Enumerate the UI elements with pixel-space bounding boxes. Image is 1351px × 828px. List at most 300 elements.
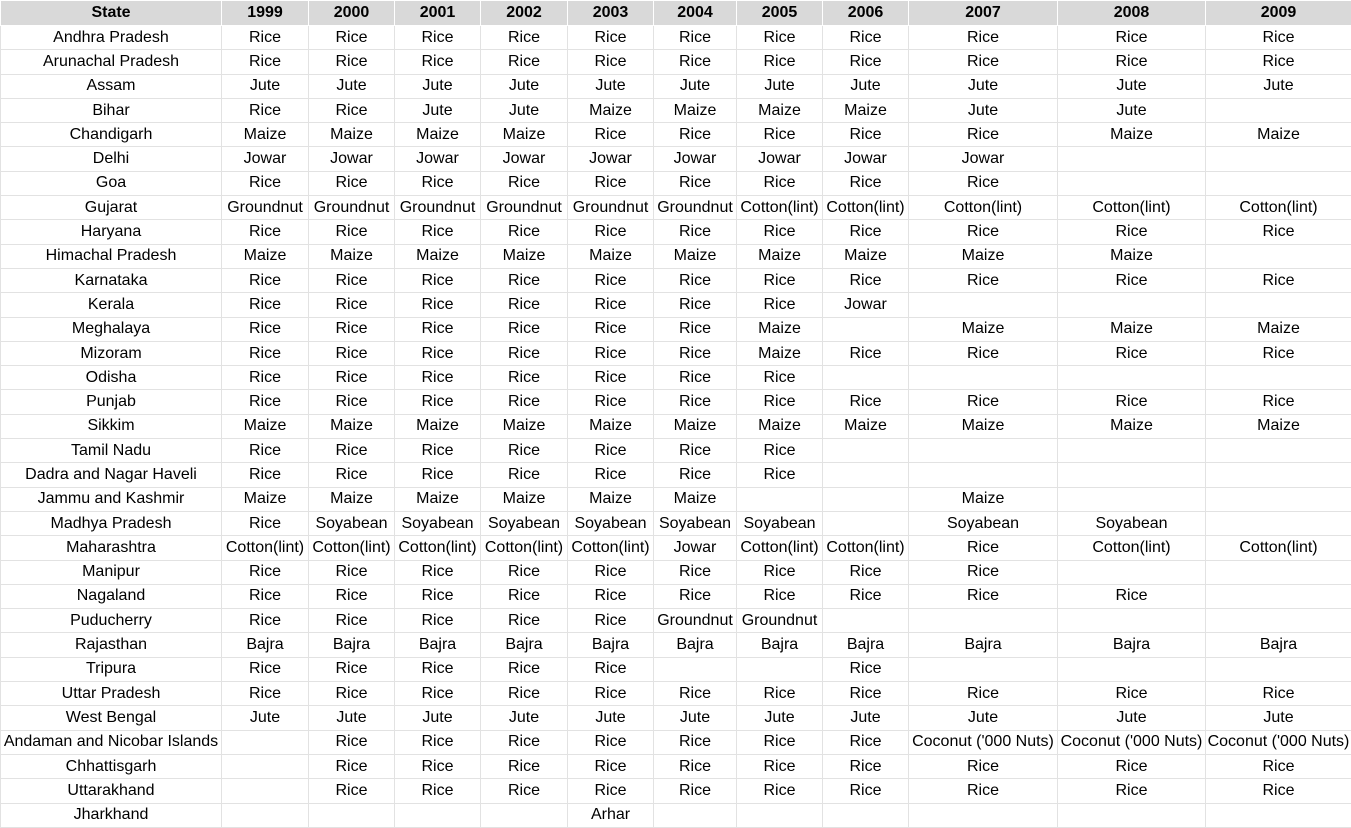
crop-cell: Rice bbox=[568, 584, 654, 608]
crop-cell: Rice bbox=[568, 220, 654, 244]
crop-cell: Rice bbox=[737, 268, 823, 292]
crop-cell: Rice bbox=[309, 341, 395, 365]
state-name-cell: Arunachal Pradesh bbox=[1, 50, 222, 74]
crop-cell: Rice bbox=[481, 609, 568, 633]
column-header-year: 2005 bbox=[737, 1, 823, 26]
crop-cell: Maize bbox=[1206, 317, 1351, 341]
crop-cell: Jowar bbox=[823, 147, 909, 171]
state-name-cell: Odisha bbox=[1, 366, 222, 390]
crop-cell: Jute bbox=[395, 74, 481, 98]
crop-cell: Maize bbox=[654, 244, 737, 268]
state-name-cell: Sikkim bbox=[1, 414, 222, 438]
crop-cell: Jowar bbox=[654, 147, 737, 171]
crop-cell: Rice bbox=[395, 366, 481, 390]
crop-cell bbox=[1058, 609, 1206, 633]
crop-cell: Rice bbox=[823, 50, 909, 74]
crop-cell: Rice bbox=[654, 682, 737, 706]
crop-cell: Jowar bbox=[909, 147, 1058, 171]
crop-cell: Coconut ('000 Nuts) bbox=[1206, 730, 1351, 754]
state-name-cell: Jammu and Kashmir bbox=[1, 487, 222, 511]
crop-cell bbox=[823, 803, 909, 827]
crop-cell: Rice bbox=[309, 730, 395, 754]
state-name-cell: Madhya Pradesh bbox=[1, 511, 222, 535]
crop-cell: Bajra bbox=[1058, 633, 1206, 657]
table-row bbox=[1, 98, 1351, 122]
crop-cell: Rice bbox=[823, 390, 909, 414]
state-name-cell: Goa bbox=[1, 171, 222, 195]
crop-cell: Bajra bbox=[1206, 633, 1351, 657]
crop-cell: Rice bbox=[823, 341, 909, 365]
crop-cell: Rice bbox=[568, 317, 654, 341]
crop-cell: Rice bbox=[654, 268, 737, 292]
crop-cell: Rice bbox=[654, 123, 737, 147]
state-name-cell: Gujarat bbox=[1, 196, 222, 220]
crop-cell: Groundnut bbox=[568, 196, 654, 220]
crop-cell: Rice bbox=[1206, 268, 1351, 292]
crop-cell: Rice bbox=[654, 390, 737, 414]
crop-cell: Bajra bbox=[654, 633, 737, 657]
crop-cell: Rice bbox=[309, 293, 395, 317]
crop-cell bbox=[823, 463, 909, 487]
crop-cell bbox=[823, 439, 909, 463]
crop-cell: Rice bbox=[654, 754, 737, 778]
crop-cell: Jowar bbox=[737, 147, 823, 171]
state-name-cell: Mizoram bbox=[1, 341, 222, 365]
crop-cell: Cotton(lint) bbox=[395, 536, 481, 560]
crop-cell: Coconut ('000 Nuts) bbox=[1058, 730, 1206, 754]
crop-cell: Rice bbox=[1058, 390, 1206, 414]
crop-cell: Maize bbox=[823, 98, 909, 122]
crop-cell: Rice bbox=[1058, 220, 1206, 244]
crop-cell: Rice bbox=[654, 293, 737, 317]
crop-cell bbox=[1206, 439, 1351, 463]
crop-cell: Rice bbox=[395, 390, 481, 414]
crop-cell: Rice bbox=[568, 560, 654, 584]
column-header-year: 2009 bbox=[1206, 1, 1351, 26]
crop-cell: Rice bbox=[395, 730, 481, 754]
crop-cell: Rice bbox=[909, 171, 1058, 195]
crop-cell: Jute bbox=[1058, 98, 1206, 122]
crop-cell: Rice bbox=[395, 560, 481, 584]
crop-cell bbox=[823, 609, 909, 633]
crop-cell: Cotton(lint) bbox=[1206, 196, 1351, 220]
crop-cell: Maize bbox=[654, 98, 737, 122]
crop-cell: Jute bbox=[909, 74, 1058, 98]
crop-cell: Rice bbox=[481, 171, 568, 195]
crop-cell: Rice bbox=[481, 754, 568, 778]
table-row bbox=[1, 609, 1351, 633]
crop-cell: Rice bbox=[481, 584, 568, 608]
table-row bbox=[1, 682, 1351, 706]
table-row bbox=[1, 463, 1351, 487]
crop-cell bbox=[909, 657, 1058, 681]
crop-cell: Rice bbox=[395, 268, 481, 292]
crop-cell: Rice bbox=[481, 682, 568, 706]
table-row bbox=[1, 317, 1351, 341]
crop-cell: Maize bbox=[481, 244, 568, 268]
crop-cell bbox=[1206, 244, 1351, 268]
crop-cell: Rice bbox=[823, 754, 909, 778]
state-name-cell: Dadra and Nagar Haveli bbox=[1, 463, 222, 487]
crop-cell: Rice bbox=[1058, 50, 1206, 74]
column-header-year: 2004 bbox=[654, 1, 737, 26]
crop-cell: Rice bbox=[222, 293, 309, 317]
crop-cell bbox=[1058, 560, 1206, 584]
crop-cell: Rice bbox=[395, 341, 481, 365]
table-row bbox=[1, 147, 1351, 171]
crop-cell: Rice bbox=[568, 779, 654, 803]
crop-cell bbox=[1206, 147, 1351, 171]
state-name-cell: Haryana bbox=[1, 220, 222, 244]
crop-cell: Rice bbox=[1206, 220, 1351, 244]
crop-cell: Rice bbox=[823, 682, 909, 706]
crop-cell: Maize bbox=[823, 244, 909, 268]
crop-cell: Rice bbox=[222, 682, 309, 706]
crop-cell: Maize bbox=[568, 414, 654, 438]
crop-cell: Rice bbox=[909, 268, 1058, 292]
crop-cell: Maize bbox=[395, 123, 481, 147]
state-name-cell: West Bengal bbox=[1, 706, 222, 730]
crop-cell: Rice bbox=[222, 609, 309, 633]
crop-cell: Rice bbox=[737, 439, 823, 463]
crop-cell: Maize bbox=[909, 244, 1058, 268]
crop-cell bbox=[1058, 657, 1206, 681]
crop-cell bbox=[737, 487, 823, 511]
crop-cell: Cotton(lint) bbox=[1206, 536, 1351, 560]
crop-cell bbox=[1206, 171, 1351, 195]
crop-cell: Rice bbox=[568, 754, 654, 778]
table-row bbox=[1, 220, 1351, 244]
crop-cell: Rice bbox=[909, 584, 1058, 608]
crop-cell: Rice bbox=[568, 123, 654, 147]
crop-cell: Rice bbox=[654, 366, 737, 390]
crop-cell: Cotton(lint) bbox=[737, 196, 823, 220]
state-name-cell: Kerala bbox=[1, 293, 222, 317]
crop-cell: Jute bbox=[481, 706, 568, 730]
crop-cell: Rice bbox=[481, 730, 568, 754]
crop-cell: Rice bbox=[823, 123, 909, 147]
table-row bbox=[1, 171, 1351, 195]
crop-cell: Jowar bbox=[654, 536, 737, 560]
crop-cell: Maize bbox=[737, 98, 823, 122]
crop-cell: Rice bbox=[395, 171, 481, 195]
crop-cell bbox=[737, 657, 823, 681]
crop-cell: Rice bbox=[654, 220, 737, 244]
crop-cell: Rice bbox=[909, 220, 1058, 244]
crop-cell bbox=[222, 779, 309, 803]
crop-cell: Rice bbox=[1206, 341, 1351, 365]
state-name-cell: Jharkhand bbox=[1, 803, 222, 827]
crop-cell: Jute bbox=[823, 706, 909, 730]
crop-cell: Jute bbox=[909, 98, 1058, 122]
crop-cell: Maize bbox=[1206, 123, 1351, 147]
crop-cell: Jowar bbox=[395, 147, 481, 171]
crop-cell: Rice bbox=[823, 268, 909, 292]
header-row bbox=[1, 1, 1351, 26]
crop-cell: Rice bbox=[654, 560, 737, 584]
crop-cell: Cotton(lint) bbox=[481, 536, 568, 560]
column-header-year: 2007 bbox=[909, 1, 1058, 26]
crop-cell: Rice bbox=[737, 26, 823, 50]
crop-cell: Jute bbox=[568, 706, 654, 730]
crop-cell bbox=[1058, 171, 1206, 195]
crop-cell: Rice bbox=[568, 609, 654, 633]
crop-cell: Rice bbox=[823, 730, 909, 754]
crop-cell: Rice bbox=[654, 584, 737, 608]
crop-cell: Rice bbox=[568, 293, 654, 317]
crop-cell: Maize bbox=[568, 244, 654, 268]
crop-cell: Jute bbox=[222, 706, 309, 730]
crop-cell: Jute bbox=[1206, 706, 1351, 730]
crop-cell bbox=[909, 439, 1058, 463]
crop-cell: Rice bbox=[395, 293, 481, 317]
crop-cell: Rice bbox=[568, 268, 654, 292]
crop-cell: Groundnut bbox=[654, 609, 737, 633]
crop-cell bbox=[1206, 560, 1351, 584]
crop-cell: Rice bbox=[909, 560, 1058, 584]
crop-cell: Rice bbox=[309, 171, 395, 195]
crop-cell: Jute bbox=[481, 98, 568, 122]
crop-cell bbox=[909, 463, 1058, 487]
crop-cell: Groundnut bbox=[737, 609, 823, 633]
state-name-cell: Nagaland bbox=[1, 584, 222, 608]
crop-cell: Cotton(lint) bbox=[568, 536, 654, 560]
crop-cell: Maize bbox=[309, 487, 395, 511]
crop-cell: Rice bbox=[568, 171, 654, 195]
crop-cell: Rice bbox=[481, 268, 568, 292]
crop-cell: Rice bbox=[395, 26, 481, 50]
crop-cell: Rice bbox=[222, 560, 309, 584]
crop-cell: Bajra bbox=[395, 633, 481, 657]
crop-cell: Rice bbox=[395, 50, 481, 74]
crop-cell: Rice bbox=[481, 560, 568, 584]
table-row bbox=[1, 414, 1351, 438]
crop-cell bbox=[1058, 439, 1206, 463]
state-name-cell: Meghalaya bbox=[1, 317, 222, 341]
crop-cell: Jute bbox=[309, 706, 395, 730]
crop-cell bbox=[222, 730, 309, 754]
crop-cell bbox=[1058, 366, 1206, 390]
crop-cell: Maize bbox=[1058, 317, 1206, 341]
crop-cell: Rice bbox=[654, 463, 737, 487]
crop-cell: Rice bbox=[737, 390, 823, 414]
state-name-cell: Manipur bbox=[1, 560, 222, 584]
crop-cell: Rice bbox=[737, 123, 823, 147]
crop-cell: Rice bbox=[481, 50, 568, 74]
table-row bbox=[1, 50, 1351, 74]
crop-cell bbox=[823, 366, 909, 390]
crop-cell: Rice bbox=[1058, 268, 1206, 292]
crop-cell bbox=[823, 317, 909, 341]
crop-cell: Rice bbox=[909, 682, 1058, 706]
crop-cell: Rice bbox=[222, 171, 309, 195]
crop-cell: Jute bbox=[1206, 74, 1351, 98]
crop-cell: Rice bbox=[1206, 754, 1351, 778]
crop-cell: Rice bbox=[1058, 682, 1206, 706]
crop-cell bbox=[222, 803, 309, 827]
crop-cell: Rice bbox=[737, 293, 823, 317]
crop-cell: Rice bbox=[481, 293, 568, 317]
state-name-cell: Tamil Nadu bbox=[1, 439, 222, 463]
state-name-cell: Rajasthan bbox=[1, 633, 222, 657]
crop-cell: Jute bbox=[1058, 706, 1206, 730]
table-row bbox=[1, 754, 1351, 778]
crop-cell: Rice bbox=[481, 657, 568, 681]
crop-cell: Rice bbox=[222, 341, 309, 365]
state-name-cell: Assam bbox=[1, 74, 222, 98]
crop-cell: Rice bbox=[309, 560, 395, 584]
crop-cell: Jute bbox=[568, 74, 654, 98]
crop-cell: Soyabean bbox=[309, 511, 395, 535]
table-body bbox=[1, 26, 1351, 828]
crop-cell: Groundnut bbox=[395, 196, 481, 220]
crop-cell: Rice bbox=[481, 26, 568, 50]
table-row bbox=[1, 584, 1351, 608]
crop-cell: Rice bbox=[568, 390, 654, 414]
crop-cell: Maize bbox=[909, 317, 1058, 341]
crop-cell: Rice bbox=[909, 754, 1058, 778]
crop-cell: Rice bbox=[309, 439, 395, 463]
crop-cell: Rice bbox=[395, 682, 481, 706]
crop-cell: Rice bbox=[481, 366, 568, 390]
crop-cell bbox=[1206, 657, 1351, 681]
crop-cell: Jute bbox=[737, 706, 823, 730]
crop-cell: Maize bbox=[309, 123, 395, 147]
crop-cell: Rice bbox=[654, 779, 737, 803]
crop-cell: Rice bbox=[222, 268, 309, 292]
crop-cell: Rice bbox=[395, 317, 481, 341]
crop-cell bbox=[481, 803, 568, 827]
state-name-cell: Karnataka bbox=[1, 268, 222, 292]
crop-cell: Jute bbox=[395, 98, 481, 122]
crop-cell: Jute bbox=[1058, 74, 1206, 98]
crop-cell: Jute bbox=[222, 74, 309, 98]
table-row bbox=[1, 390, 1351, 414]
state-name-cell: Chandigarh bbox=[1, 123, 222, 147]
crop-cell bbox=[1206, 98, 1351, 122]
crop-cell: Rice bbox=[737, 730, 823, 754]
state-name-cell: Maharashtra bbox=[1, 536, 222, 560]
crop-cell: Jute bbox=[395, 706, 481, 730]
table-row bbox=[1, 341, 1351, 365]
crop-cell: Rice bbox=[309, 682, 395, 706]
crop-cell: Rice bbox=[654, 171, 737, 195]
crop-cell bbox=[654, 803, 737, 827]
crop-cell: Maize bbox=[222, 244, 309, 268]
crop-cell bbox=[1058, 803, 1206, 827]
crop-cell: Jute bbox=[909, 706, 1058, 730]
crop-cell bbox=[909, 366, 1058, 390]
crop-cell: Maize bbox=[737, 341, 823, 365]
crop-cell: Rice bbox=[1206, 779, 1351, 803]
crop-cell: Rice bbox=[737, 682, 823, 706]
crop-cell: Rice bbox=[222, 584, 309, 608]
crop-cell: Rice bbox=[568, 50, 654, 74]
crop-cell: Bajra bbox=[481, 633, 568, 657]
crop-cell: Soyabean bbox=[568, 511, 654, 535]
crop-cell bbox=[395, 803, 481, 827]
table-row bbox=[1, 779, 1351, 803]
crop-cell: Cotton(lint) bbox=[1058, 536, 1206, 560]
crop-cell: Maize bbox=[1058, 414, 1206, 438]
crop-cell: Rice bbox=[1206, 682, 1351, 706]
crop-cell bbox=[1206, 584, 1351, 608]
crop-cell: Jowar bbox=[823, 293, 909, 317]
crop-cell: Groundnut bbox=[654, 196, 737, 220]
crop-cell: Rice bbox=[1206, 390, 1351, 414]
state-name-cell: Andaman and Nicobar Islands bbox=[1, 730, 222, 754]
table-row bbox=[1, 439, 1351, 463]
crop-cell: Rice bbox=[909, 341, 1058, 365]
crop-cell: Rice bbox=[568, 730, 654, 754]
crop-cell: Rice bbox=[395, 463, 481, 487]
crop-cell: Maize bbox=[568, 487, 654, 511]
crop-cell: Rice bbox=[395, 439, 481, 463]
crop-cell: Maize bbox=[737, 244, 823, 268]
crop-cell: Rice bbox=[481, 779, 568, 803]
crop-cell bbox=[222, 754, 309, 778]
state-name-cell: Uttarakhand bbox=[1, 779, 222, 803]
crop-cell: Rice bbox=[737, 584, 823, 608]
crop-cell bbox=[309, 803, 395, 827]
crop-cell: Rice bbox=[568, 26, 654, 50]
crop-cell: Rice bbox=[309, 50, 395, 74]
crop-cell: Maize bbox=[481, 414, 568, 438]
crop-cell: Soyabean bbox=[909, 511, 1058, 535]
crop-cell: Rice bbox=[309, 366, 395, 390]
state-name-cell: Punjab bbox=[1, 390, 222, 414]
crop-cell: Rice bbox=[568, 463, 654, 487]
table-row bbox=[1, 244, 1351, 268]
crop-cell: Rice bbox=[823, 584, 909, 608]
state-name-cell: Himachal Pradesh bbox=[1, 244, 222, 268]
crop-cell bbox=[1206, 293, 1351, 317]
crop-cell: Maize bbox=[568, 98, 654, 122]
column-header-year: 2006 bbox=[823, 1, 909, 26]
crop-cell: Rice bbox=[823, 26, 909, 50]
crop-cell: Maize bbox=[222, 123, 309, 147]
crop-cell bbox=[1206, 803, 1351, 827]
crop-cell: Coconut ('000 Nuts) bbox=[909, 730, 1058, 754]
crop-cell: Jute bbox=[309, 74, 395, 98]
crop-cell: Jowar bbox=[222, 147, 309, 171]
table-row bbox=[1, 74, 1351, 98]
crop-cell: Groundnut bbox=[309, 196, 395, 220]
crop-cell: Groundnut bbox=[222, 196, 309, 220]
crop-cell: Rice bbox=[654, 26, 737, 50]
crop-cell: Rice bbox=[309, 754, 395, 778]
crop-cell: Rice bbox=[309, 584, 395, 608]
crop-cell: Rice bbox=[309, 463, 395, 487]
table-row bbox=[1, 366, 1351, 390]
state-name-cell: Andhra Pradesh bbox=[1, 26, 222, 50]
crop-cell: Rice bbox=[222, 439, 309, 463]
crop-cell: Jowar bbox=[568, 147, 654, 171]
state-name-cell: Uttar Pradesh bbox=[1, 682, 222, 706]
column-header-year: 2003 bbox=[568, 1, 654, 26]
crop-cell: Rice bbox=[909, 26, 1058, 50]
crop-cell: Bajra bbox=[568, 633, 654, 657]
crop-cell: Rice bbox=[654, 439, 737, 463]
column-header-year: 2000 bbox=[309, 1, 395, 26]
crop-cell: Cotton(lint) bbox=[823, 536, 909, 560]
crop-cell: Rice bbox=[309, 779, 395, 803]
crop-cell: Jute bbox=[654, 706, 737, 730]
crop-cell: Rice bbox=[481, 439, 568, 463]
crop-cell: Cotton(lint) bbox=[823, 196, 909, 220]
crop-cell: Rice bbox=[481, 463, 568, 487]
crop-cell: Rice bbox=[1206, 50, 1351, 74]
